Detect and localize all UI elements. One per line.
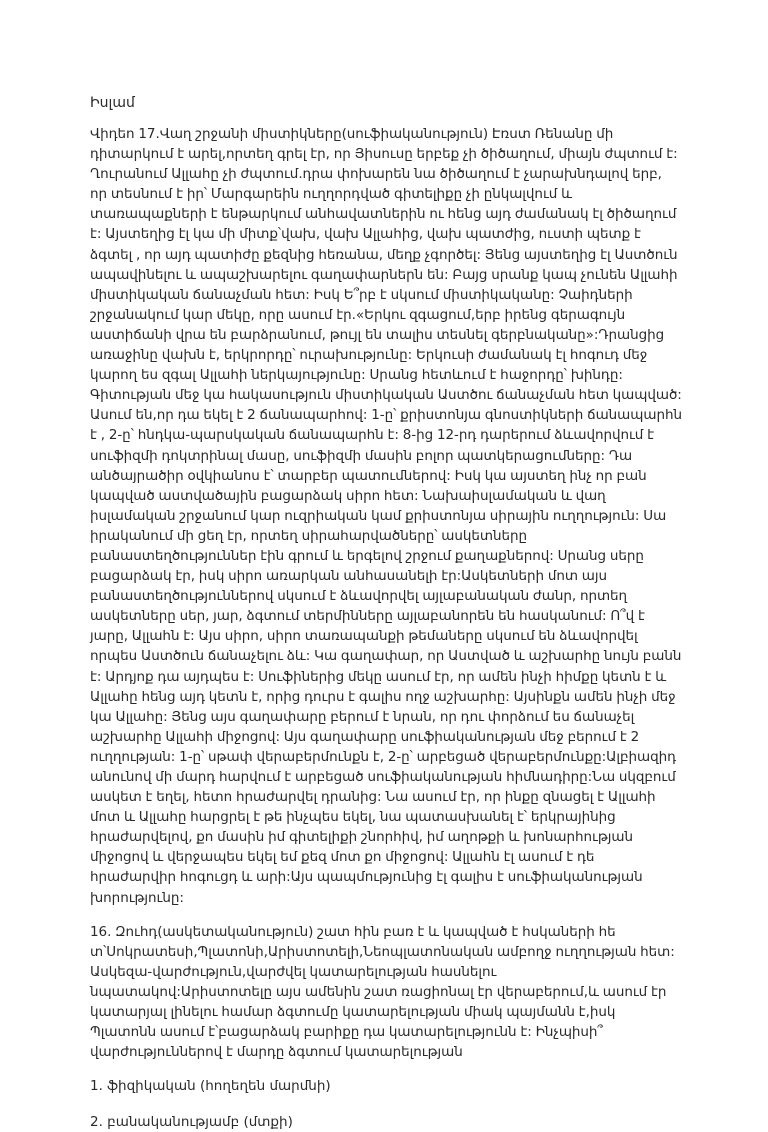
paragraph-sufi-mystics: Վիդեո 17.Վաղ շրջանի միստիկները(սուֆիականություն) Էռստ Ռենանը մի դիտարկում է արել,որտեղ գրել էր, որ Յիսուսը երբեք չի ծիծաղում, միայն ժպտում է: Ղուրանում Ալլահը չի ժպտում.դրա փոխարեն նա ծիծաղում է չարախնդալով երբ, որ տեսնում է իր՝ Մարգարեին ուղղորդված գիտելիքը չի ընկալվում և տառապաքների է ենթարկում անհավատներին ու հենց այդ ժամանակ էլ ծիծաղում է: Այստեղից էլ կա մի միտք՝վախ, վախ Ալլահից, վախ պատժից, ուստի պետք է ձգտել , որ այդ պատիժը քեզնից հեռանա, մեղք չգործել: Յենց այստեղից էլ Աստծուն ապավինելու և ապաշխարելու գաղափարներն են: Բայց սրանք կապ չունեն Ալլահի միստիկական ճանաչման հետ: Իսկ Ե՞րբ է սկսում միստիկականը: Չաիդների շրջանակում կար մեկը, որը ասում էր.«Երկու զգացում,երբ իրենց գերագույն աստիճանի վրա են բարձրանում, թույլ են տալիս տեսնել գերբնականը»:Դրանցից առաջինը վախն է, երկրորդը՝ ուրախությունը: Երկուսի ժամանակ էլ հոգուդ մեջ կարող ես զգալ Ալլահի ներկայությունը: Սրանց հետևում է հաջորդը՝ խինդը: Գիտության մեջ կա հակասություն միստիկական Աստծու ճանաչման հետ կապված: Ասում են,որ դա եկել է 2 ճանապարհով: 1-ը՝ քրիստոնյա գնոստիկների ճանապարհն է , 2-ը՝ հնդկա-պարսկական ճանապարհն է: 8-ից 12-րդ դարերում ձևավորվում է սուֆիզմի դոկտրինալ մասը, սուֆիզմի մասին բոլոր պատկերացումները: Դա անծայրածիր օվկիանոս է՝ տարբեր պատումներով: Իսկ կա այստեղ ինչ որ բան կապված աստվածային բացարձակ սիրո հետ: Նախաիսլամական և վաղ իսլամական շրջանում կար ուզրիական կամ քրիստոնյա սիրային ուղղություն: Սա իրականում մի ցեղ էր, որտեղ սիրահարվածները՝ ասկետները բանաստեղծություններ էին գրում և երգելով շրջում քաղաքներով: Սրանց սերը բացարձակ էր, իսկ սիրո առարկան անհասանելի էր:Ասկետների մոտ այս բանաստեղծություններով սկսում է ձևավորվել այլաբանական ժանր, որտեղ ասկետները սեր, յար, ձգտում տերմինները այլաբանորեն են հասկանում: Ո՞վ է յարը, Ալլահն է: Այս սիրո, սիրո տառապանքի թեմաները սկսում են ձևավորվել որպես Աստծուն ճանաչելու ձև: Կա գաղափար, որ Աստված և աշխարհը նույն բանն է: Արդյոք դա այդպես է: Սուֆիներից մեկը ասում էր, որ ամեն ինչի հիմքը կետն է և Ալլահը հենց այդ կետն է, որից դուրս է գալիս ողջ աշխարհը: Այսինքն ամեն ինչի մեջ կա Ալլահը: Յենց այս գաղափարը բերում է նրան, որ դու փորձում ես ճանաչել աշխարհը Ալլահի միջոցով: Այս գաղափարը սուֆիականության մեջ բերում է 2 ուղղության: 1-ը՝ սթափ վերաբերմունքն է, 2-ը՝ արբեցած վերաբերմունքը:Ալբիազիդ անունով մի մարդ հարվում է արբեցած սուֆիականության հիմնադիրը:Նա սկզբում ասկետ է եղել, հետո հրաժարվել դրանից: Նա ասում էր, որ ինքը զնացել է Ալլահի մոտ և Ալլահը հարցրել է թե ինչպես եկել, նա պատասխանել է՝ երկրայինից հրաժարվելով, քո մասին իմ գիտելիքի շնորհիվ, իմ աղոթքի և խոնարհության միջոցով և վերջապես եկել եմ քեզ մոտ քո միջոցով: Ալլահն էլ ասում է դե հրաժարվիր հոգուցդ և արի:Այս պապմությունից էլ գալիս է սուֆիականության խորությունը: [90, 126, 683, 906]
paragraph-zuhd: 16. Զուհդ(ասկետականություն) շատ հին բառ է և կապված է հսկաների հե տ՝Սոկրատեսի,Պլատոնի,Արիստոտելի,Նեոպլատոնական ամբողջ ուղղության հետ: Ասկեզա-վարժություն,վարժվել կատարելության հասնելու նպատակով:Արիստոտելը այս ամենին շատ ռացիոնալ էր վերաբերում,և ասում էր կատարյալ լինելու համար ձգտումը կատարելության միակ պայմանն է,իսկ Պլատոնն ասում է՝բացարձակ բարիքը դա կատարելությունն է: Ինչպիսի՞ վարժություններով է մարդը ձգտում կատարելության [90, 923, 675, 1061]
list-item-intellectual: 2. բանականությամբ (մտքի) [90, 1114, 293, 1131]
list-item-physical: 1. ֆիզիկական (հողեղեն մարմնի) [90, 1078, 331, 1095]
document-title: Իսլամ [90, 95, 135, 111]
